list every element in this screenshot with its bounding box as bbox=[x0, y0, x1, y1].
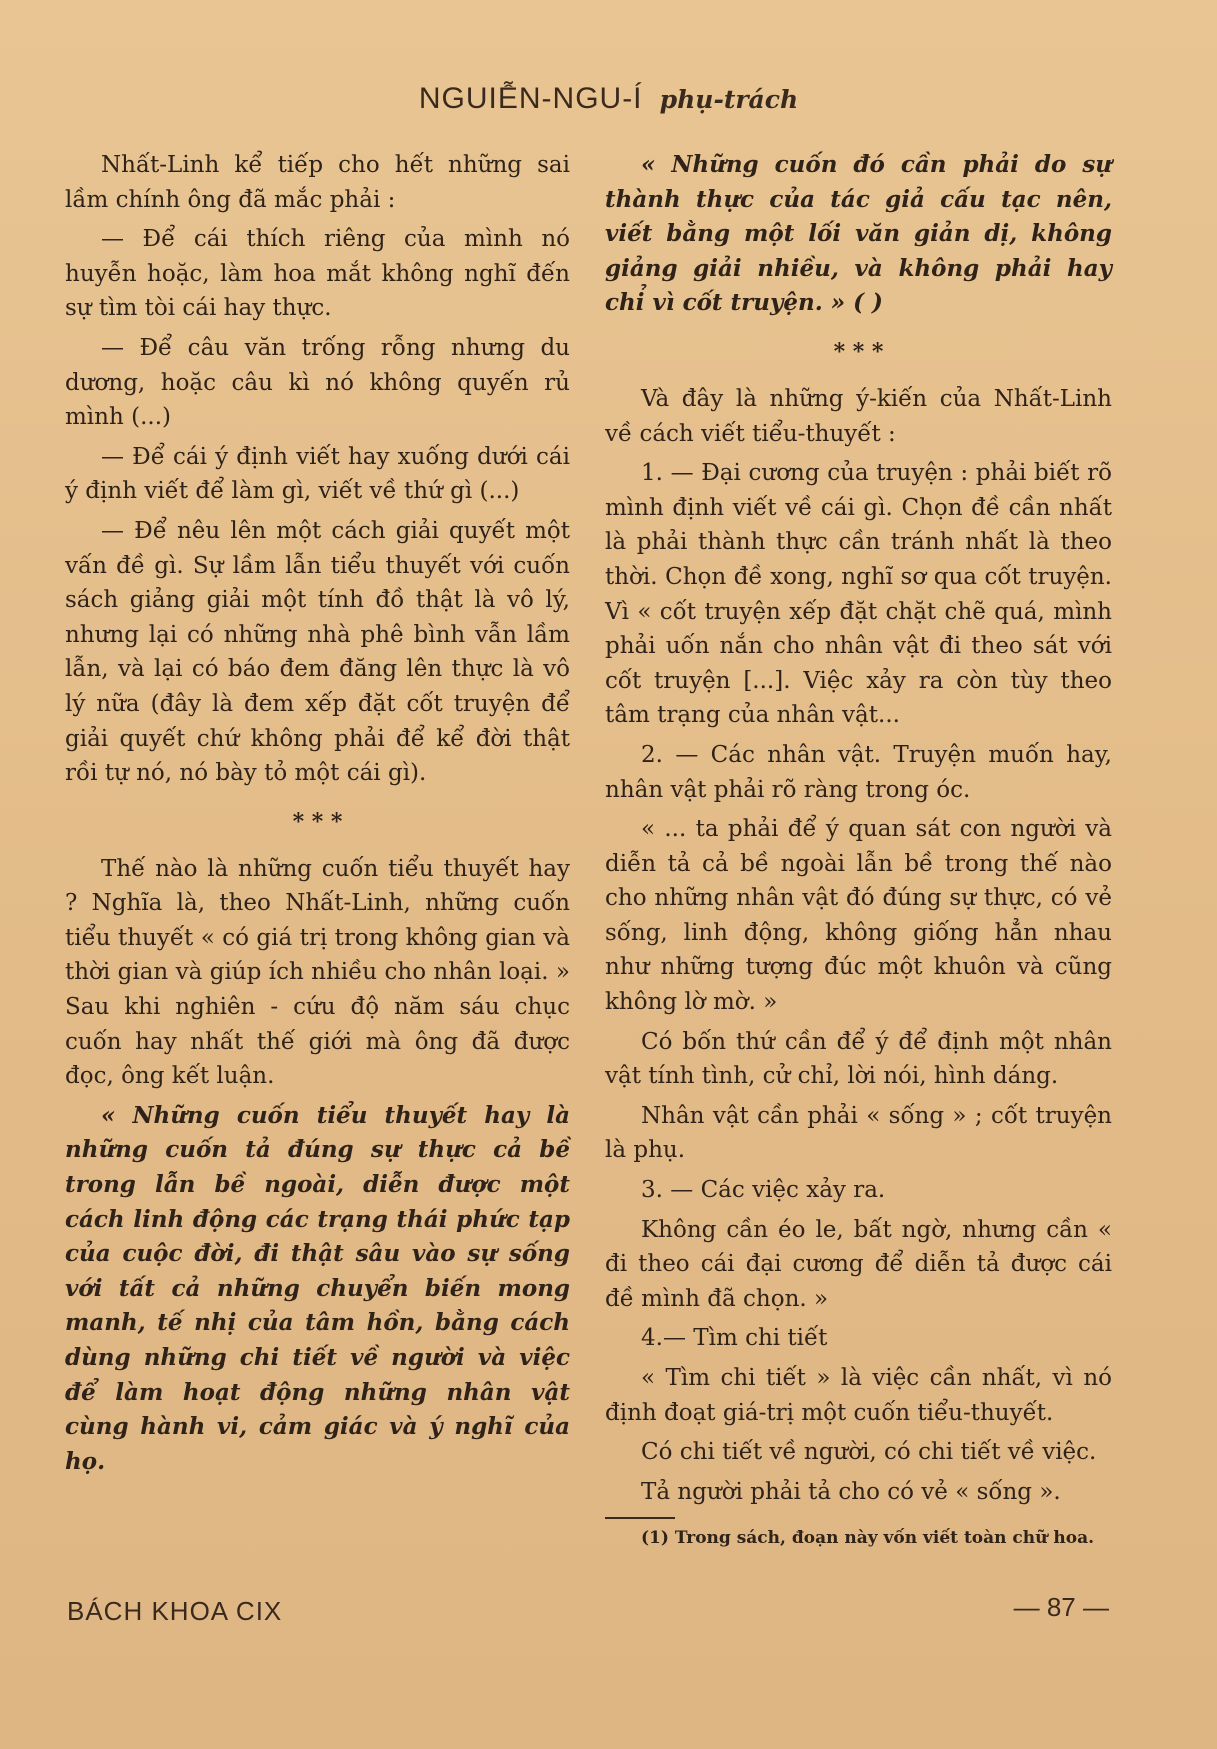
paragraph: Thế nào là những cuốn tiểu thuyết hay ? Nghĩa là, theo Nhất-Linh, những cuốn tiểu thuyết « có giá trị trong không gian và thời gian và giúp ích nhiều cho nhân loại. » Sau khi nghiên - cứu độ năm sáu chục cuốn hay nhất thế giới mà ông đã được đọc, ông kết luận. bbox=[65, 855, 570, 1090]
paragraph: Có bốn thứ cần để ý để định một nhân vật tính tình, cử chỉ, lời nói, hình dáng. bbox=[605, 1028, 1112, 1090]
header-role: phụ-trách bbox=[659, 85, 799, 114]
paragraph: Không cần éo le, bất ngờ, nhưng cần « đi theo cái đại cương để diễn tả được cái đề mình đã chọn. » bbox=[605, 1216, 1112, 1312]
paragraph: Và đây là những ý-kiến của Nhất-Linh về cách viết tiểu-thuyết : bbox=[605, 385, 1112, 447]
paragraph: Nhất-Linh kể tiếp cho hết những sai lầm chính ông đã mắc phải : bbox=[65, 152, 570, 213]
paragraph: — Để nêu lên một cách giải quyết một vấn đề gì. Sự lầm lẫn tiểu thuyết với cuốn sách giảng giải một tính đồ thật là vô lý, nhưng lại có những nhà phê bình vẫn lầm lẫn, và lại có báo đem đăng lên thực là vô lý nữa (đây là đem xếp đặt cốt truyện để giải quyết chứ không phải để kể đời thật rồi tự nó, nó bày tỏ một cái gì). bbox=[65, 517, 570, 787]
quote-paragraph: « Những cuốn tiểu thuyết hay là những cuốn tả đúng sự thực cả bề trong lẫn bề ngoài, diễn được một cách linh động các trạng thái phức tạp của cuộc đời, đi thật sâu vào sự sống với tất cả những chuyển biến mong manh, tế nhị của tâm hồn, bằng cách dùng những chi tiết về người và việc để làm hoạt động những nhân vật cùng hành vi, cảm giác và ý nghĩ của họ. bbox=[65, 1101, 570, 1475]
section-separator: * * * bbox=[292, 808, 343, 835]
paragraph: Có chi tiết về người, có chi tiết về việc. bbox=[641, 1439, 1097, 1466]
paragraph: 4.— Tìm chi tiết bbox=[641, 1325, 828, 1352]
paragraph: « Tìm chi tiết » là việc cần nhất, vì nó định đoạt giá-trị một cuốn tiểu-thuyết. bbox=[605, 1365, 1112, 1426]
footer-magazine-title: BÁCH KHOA CIX bbox=[67, 1596, 283, 1626]
left-column bbox=[65, 148, 570, 1484]
header-author: NGUIỄN-NGU-Í bbox=[418, 82, 643, 115]
paragraph: — Để câu văn trống rỗng nhưng du dương, hoặc câu kì nó không quyến rủ mình (...) bbox=[65, 334, 570, 431]
page-header bbox=[0, 82, 1217, 116]
section-separator: * * * bbox=[833, 338, 884, 365]
footnote-rule bbox=[605, 1517, 675, 1519]
quote-paragraph: « Những cuốn đó cần phải do sự thành thực của tác giả cấu tạc nên, viết bằng một lối văn giản dị, không giảng giải nhiều, và không phải hay chỉ vì cốt truyện. » ( ) bbox=[605, 151, 1112, 317]
footer-page-number: — 87 — bbox=[1013, 1592, 1109, 1622]
paragraph: Nhân vật cần phải « sống » ; cốt truyện là phụ. bbox=[605, 1102, 1112, 1164]
paragraph: « ... ta phải để ý quan sát con người và diễn tả cả bề ngoài lẫn bề trong thế nào cho những nhân vật đó đúng sự thực, có vẻ sống, linh động, không giống hẳn nhau như những tượng đúc một khuôn và cũng không lờ mờ. » bbox=[605, 816, 1112, 1016]
paragraph: — Để cái thích riêng của mình nó huyễn hoặc, làm hoa mắt không nghĩ đến sự tìm tòi cái hay thực. bbox=[65, 226, 570, 322]
paragraph: — Để cái ý định viết hay xuống dưới cái ý định viết để làm gì, viết về thứ gì (...) bbox=[65, 443, 570, 505]
paragraph: 1. — Đại cương của truyện : phải biết rõ mình định viết về cái gì. Chọn đề cần nhất là phải thành thực cần tránh nhất là theo thời. Chọn đề xong, nghĩ sơ qua cốt truyện. Vì « cốt truyện xếp đặt chặt chẽ quá, mình phải uốn nắn cho nhân vật đi theo sát với cốt truyện [...]. Việc xảy ra còn tùy theo tâm trạng của nhân vật... bbox=[605, 460, 1112, 729]
right-column bbox=[605, 148, 1112, 1556]
paragraph: 2. — Các nhân vật. Truyện muốn hay, nhân vật phải rõ ràng trong óc. bbox=[605, 741, 1112, 803]
footnote: (1) Trong sách, đoạn này vốn viết toàn chữ hoa. bbox=[641, 1528, 1095, 1549]
paragraph: 3. — Các việc xảy ra. bbox=[641, 1177, 886, 1204]
paragraph: Tả người phải tả cho có vẻ « sống ». bbox=[641, 1478, 1061, 1505]
